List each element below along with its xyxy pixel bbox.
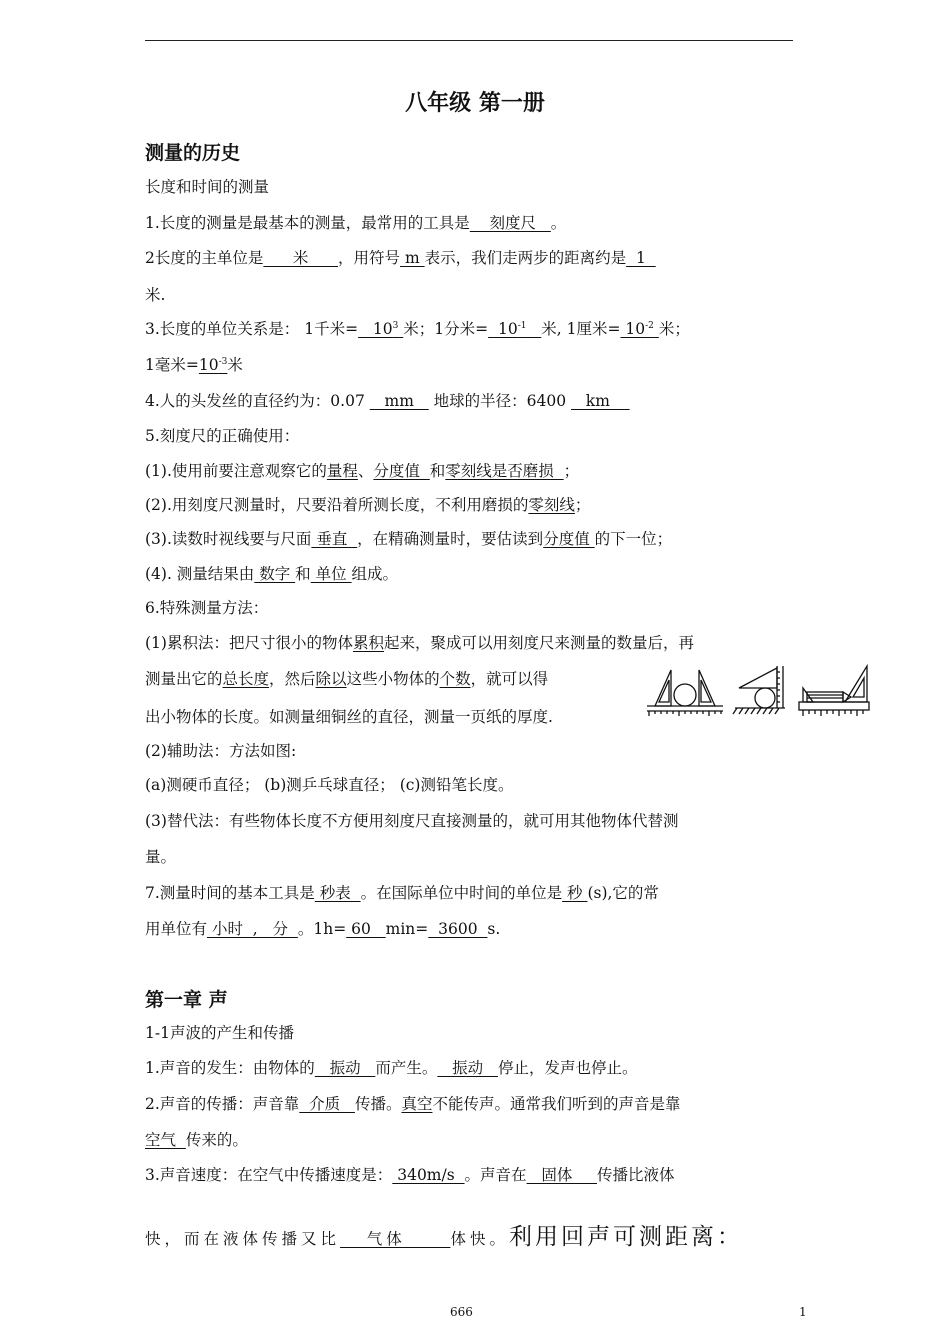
page-number: 1	[799, 1305, 807, 1319]
answer: 个数	[439, 670, 471, 688]
section-heading-measurement: 测量的历史	[145, 142, 241, 164]
answer: 量程	[326, 462, 358, 480]
item-6-2: (2)辅助法：方法如图:	[145, 742, 297, 760]
answer: 米	[263, 249, 338, 267]
item-5: 5.刻度尺的正确使用：	[145, 427, 300, 445]
answer: 真空	[401, 1095, 433, 1113]
item-3-cont: 1毫米$=10^{-3}$米	[145, 356, 243, 374]
sound-item-1: 1.声音的发生：由物体的 振动 而产生。 振动 停止，发声也停止。	[145, 1059, 638, 1077]
answer: 零刻线是否磨损	[445, 462, 564, 480]
item-5-1: (1).使用前要注意观察它的量程、分度值 和零刻线是否磨损 ；	[145, 462, 580, 480]
item-5-3: (3).读数时视线要与尺面 垂直 ，在精确测量时，要估读到分度值 的下一位；	[145, 530, 673, 548]
answer: 分度值	[373, 462, 430, 480]
footer-text: 666	[450, 1305, 473, 1319]
answer: 60	[346, 920, 386, 938]
page-title: 八年级 第一册	[405, 91, 545, 116]
sound-item-3-cont: 快，而在液体传播又比 气体 体快。利用回声可测距离：	[145, 1224, 743, 1250]
answer: 除以	[315, 670, 347, 688]
answer: km	[571, 392, 630, 410]
answer: 固体	[526, 1166, 597, 1184]
item-7-cont: 用单位有 小时 , 分 。1h= 60 min= 3600 s.	[145, 920, 501, 938]
top-rule	[145, 40, 793, 41]
answer: $10^3$	[358, 320, 399, 338]
answer: 垂直	[311, 530, 358, 548]
item-3: 3.长度的单位关系是： 1千米= $10^3$ 米；1分米= $10^{-1}$ 米, 1厘米= $10^{-2}$ 米；	[145, 320, 690, 338]
sound-item-2: 2.声音的传播：声音靠 介质 传播。真空不能传声。通常我们听到的声音是靠	[145, 1095, 681, 1113]
coin-measurement-figure	[647, 670, 723, 716]
answer: mm	[369, 392, 429, 410]
item-2-cont: 米.	[145, 286, 166, 304]
item-6-1-cont: 测量出它的总长度，然后除以这些小物体的个数，就可以得	[145, 670, 549, 688]
item-6: 6.特殊测量方法：	[145, 599, 269, 617]
answer: $10^{-2}$	[620, 320, 654, 338]
answer: 空气	[145, 1131, 186, 1149]
measurement-illustration	[645, 662, 873, 720]
answer: 总长度	[222, 670, 270, 688]
item-6-1: (1)累积法：把尺寸很小的物体累积起来，聚成可以用刻度尺来测量的数量后，再	[145, 634, 694, 652]
answer: 零刻线	[528, 496, 575, 514]
item-6-3: (3)替代法：有些物体长度不方便用刻度尺直接测量的，就可用其他物体代替测	[145, 812, 679, 830]
answer: 秒表	[314, 884, 361, 902]
answer: 振动	[437, 1059, 498, 1077]
answer: 3600	[428, 920, 488, 938]
item-6-1-cont2: 出小物体的长度。如测量细铜丝的直径，测量一页纸的厚度.	[145, 708, 553, 726]
answer: m	[400, 249, 425, 267]
item-5-4: (4). 测量结果由 数字 和 单位 组成。	[145, 565, 399, 583]
answer: 单位	[310, 565, 352, 583]
answer: 介质	[299, 1095, 355, 1113]
answer: 累积	[352, 634, 384, 652]
item-1: 1.长度的测量是最基本的测量，最常用的工具是 刻度尺 。	[145, 214, 567, 232]
answer: 振动	[314, 1059, 376, 1077]
section-heading-sound: 第一章 声	[145, 989, 228, 1011]
ball-measurement-figure	[733, 666, 785, 714]
answer: 秒	[562, 884, 588, 902]
answer: 340m/s	[392, 1166, 465, 1184]
answer: 数字	[254, 565, 296, 583]
item-6-3-cont: 量。	[145, 848, 177, 866]
pencil-measurement-figure	[799, 666, 869, 716]
subheading-sound-wave: 1-1声波的产生和传播	[145, 1024, 294, 1042]
item-5-2: (2).用刻度尺测量时，尺要沿着所测长度，不利用磨损的零刻线；	[145, 496, 591, 514]
answer: 刻度尺	[469, 214, 551, 232]
answer: 分度值	[543, 530, 595, 548]
answer: 1	[626, 249, 656, 267]
sound-item-2-cont: 空气 传来的。	[145, 1131, 248, 1149]
subheading-length-time: 长度和时间的测量	[145, 178, 270, 196]
item-2: 2长度的主单位是 米 ，用符号 m 表示，我们走两步的距离约是 1	[145, 249, 656, 267]
sound-item-3: 3.声音速度：在空气中传播速度是： 340m/s 。声音在 固体 传播比液体	[145, 1166, 675, 1184]
answer: 气体	[340, 1230, 451, 1248]
item-7: 7.测量时间的基本工具是 秒表 。在国际单位中时间的单位是 秒 (s),它的常	[145, 884, 659, 902]
item-6-2-figure-caption: (a)测硬币直径； (b)测乒乓球直径； (c)测铅笔长度。	[145, 776, 514, 794]
answer: 小时 , 分	[207, 920, 298, 938]
answer: $10^{-1}$	[488, 320, 527, 338]
item-4: 4.人的头发丝的直径约为：0.07 mm 地球的半径：6400 km	[145, 392, 630, 410]
answer: $10^{-3}$	[198, 356, 228, 374]
